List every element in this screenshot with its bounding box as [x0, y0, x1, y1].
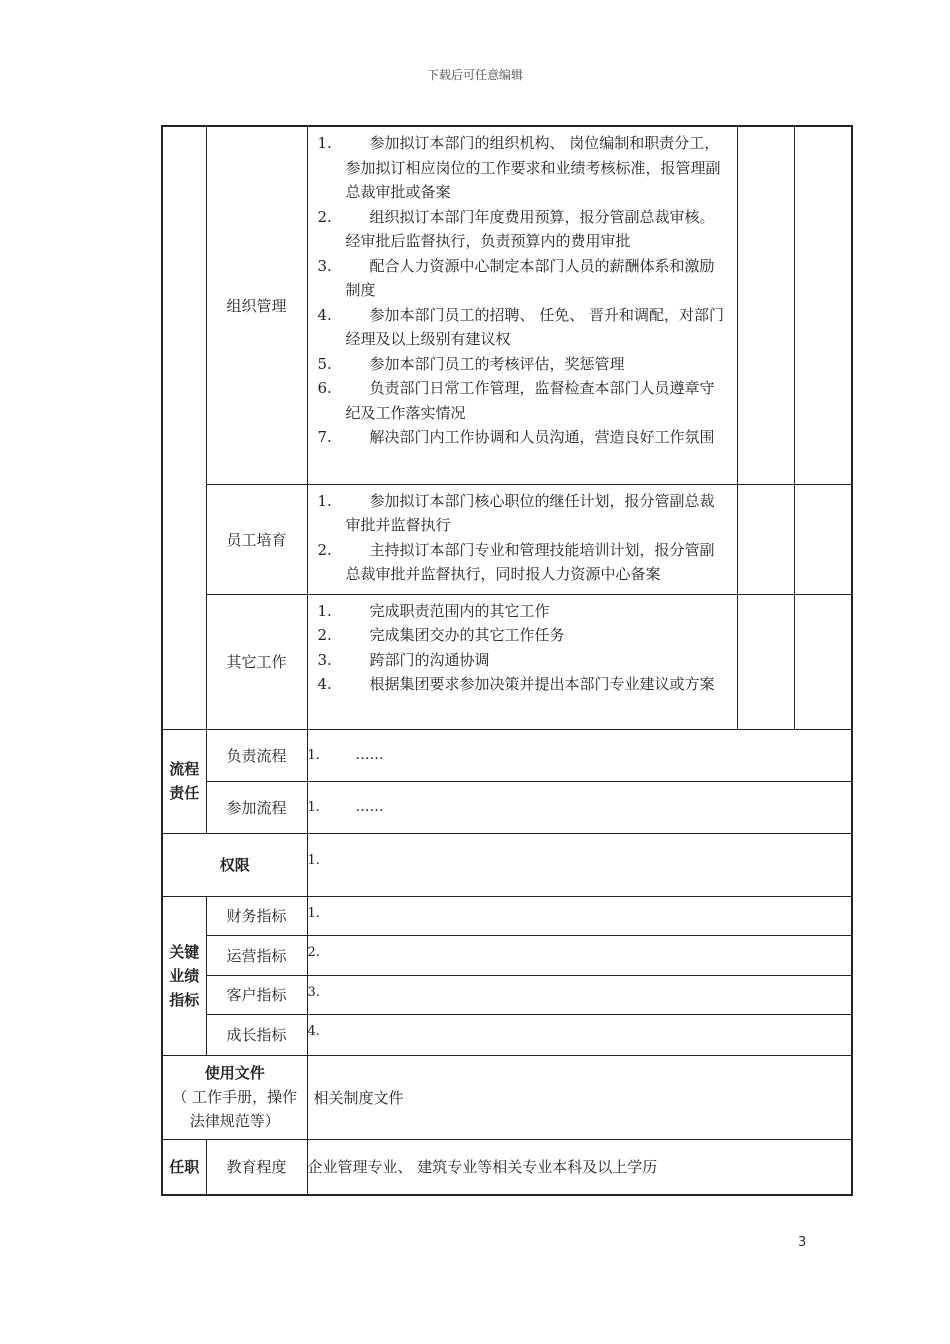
kpi-row	[162, 975, 852, 1014]
process-text: ……	[355, 799, 384, 815]
duty-extra-cell	[737, 594, 794, 729]
process-num: 1.	[307, 748, 320, 763]
duty-category-cell	[162, 126, 206, 729]
authority-num: 1.	[307, 852, 320, 868]
kpi-row	[162, 1014, 852, 1055]
duty-list-org	[307, 126, 737, 484]
duty-label-other: 其它工作	[206, 594, 307, 729]
process-value	[307, 781, 852, 833]
page-number: 3	[798, 1235, 807, 1250]
duty-item	[318, 376, 727, 425]
process-row-owner	[162, 729, 852, 781]
kpi-row	[162, 935, 852, 975]
duty-item	[318, 205, 727, 254]
kpi-label: 财务指标	[206, 896, 307, 935]
kpi-label: 客户指标	[206, 975, 307, 1014]
duty-row-other	[162, 594, 852, 729]
duty-item	[318, 489, 727, 538]
kpi-value	[307, 935, 852, 975]
duty-item	[318, 599, 727, 624]
documents-value: 相关制度文件	[307, 1055, 852, 1139]
process-category-text: 流程责任	[169, 760, 200, 802]
duty-item	[318, 254, 727, 303]
duty-item	[318, 425, 727, 450]
duty-item-number: 1.	[317, 601, 332, 620]
duty-item-number: 4.	[317, 675, 332, 693]
kpi-category	[162, 896, 206, 1055]
documents-label	[162, 1055, 307, 1139]
kpi-value	[307, 1014, 852, 1055]
duty-list-other	[307, 594, 737, 729]
duty-item	[318, 538, 727, 587]
duty-extra-cell	[794, 594, 852, 729]
authority-label: 权限	[162, 833, 307, 896]
duty-label-training: 员工培育	[206, 484, 307, 594]
duty-extra-cell	[794, 484, 852, 594]
duty-item	[318, 131, 727, 205]
duty-item	[318, 672, 727, 697]
duty-item	[318, 648, 727, 673]
authority-value	[307, 833, 852, 896]
duty-item-number: 7.	[317, 428, 332, 446]
documents-subtitle: （ 工作手册，操作法律规范等）	[172, 1088, 298, 1130]
qualification-label: 教育程度	[206, 1139, 307, 1195]
kpi-row	[162, 896, 852, 935]
duty-extra-cell	[737, 484, 794, 594]
kpi-label: 运营指标	[206, 935, 307, 975]
kpi-num: 1.	[307, 905, 320, 921]
duty-item-text: 完成集团交办的其它工作任务	[369, 626, 565, 644]
duty-item-number: 2.	[317, 626, 332, 644]
duty-item-text: 参加本部门员工的招聘、 任免、 晋升和调配，对部门经理及以上级别有建议权	[345, 305, 725, 348]
kpi-value	[307, 896, 852, 935]
duty-item-text: 完成职责范围内的其它工作	[369, 601, 550, 620]
duty-row-training	[162, 484, 852, 594]
kpi-num: 3.	[307, 984, 320, 1000]
kpi-category-text: 关键业绩指标	[169, 942, 200, 1009]
process-row-participant	[162, 781, 852, 833]
duty-item-number: 5.	[317, 354, 332, 373]
duty-item	[318, 623, 727, 648]
duty-row-org	[162, 126, 852, 484]
duty-item-number: 2.	[317, 540, 332, 559]
page-header: 下载后可任意编辑	[426, 68, 523, 82]
duty-item-number: 1.	[317, 134, 332, 152]
duty-extra-cell	[794, 126, 852, 484]
qualification-category: 任职	[162, 1139, 206, 1195]
duty-item	[318, 352, 727, 377]
duty-item-text: 参加本部门员工的考核评估，奖惩管理	[369, 354, 625, 373]
duty-list-training	[307, 484, 737, 594]
duty-item-text: 配合人力资源中心制定本部门人员的薪酬体系和激励制度	[345, 256, 715, 299]
duty-item-text: 解决部门内工作协调和人员沟通，营造良好工作氛围	[369, 428, 715, 446]
qualification-value: 企业管理专业、 建筑专业等相关专业本科及以上学历	[307, 1139, 852, 1195]
documents-row	[162, 1055, 852, 1139]
process-num: 1.	[307, 800, 320, 815]
duty-label-org: 组织管理	[206, 126, 307, 484]
duty-item-number: 3.	[317, 256, 332, 275]
duty-item-text: 负责部门日常工作管理，监督检查本部门人员遵章守纪及工作落实情况	[345, 379, 715, 422]
duty-item-text: 参加拟订本部门核心职位的继任计划，报分管副总裁审批并监督执行	[345, 491, 715, 534]
kpi-value	[307, 975, 852, 1014]
duty-item-text: 主持拟订本部门专业和管理技能培训计划，报分管副总裁审批并监督执行，同时报人力资源中心备案	[345, 540, 715, 583]
duty-item-number: 1.	[317, 491, 332, 510]
kpi-num: 4.	[307, 1023, 320, 1039]
process-label: 负责流程	[206, 729, 307, 781]
process-category	[162, 729, 206, 833]
duty-item-number: 4.	[317, 305, 332, 324]
qualification-row	[162, 1139, 852, 1195]
documents-title: 使用文件	[204, 1064, 265, 1082]
duty-extra-cell	[737, 126, 794, 484]
kpi-num: 2.	[307, 944, 320, 960]
duty-item	[318, 303, 727, 352]
duty-item-number: 3.	[317, 650, 332, 669]
kpi-label: 成长指标	[206, 1014, 307, 1055]
duty-item-text: 根据集团要求参加决策并提出本部门专业建议或方案	[369, 675, 715, 693]
duty-item-number: 6.	[317, 379, 332, 397]
job-description-table	[161, 125, 853, 1196]
duty-item-text: 跨部门的沟通协调	[369, 650, 490, 669]
process-value	[307, 729, 852, 781]
duty-item-text: 组织拟订本部门年度费用预算，报分管副总裁审核。经审批后监督执行，负责预算内的费用审批	[345, 207, 715, 250]
duty-item-text: 参加拟订本部门的组织机构、 岗位编制和职责分工，参加拟订相应岗位的工作要求和业绩考核标准，报管理副总裁审批或备案	[345, 134, 721, 201]
process-text: ……	[355, 747, 384, 763]
process-label: 参加流程	[206, 781, 307, 833]
duty-item-number: 2.	[317, 207, 332, 226]
authority-row	[162, 833, 852, 896]
